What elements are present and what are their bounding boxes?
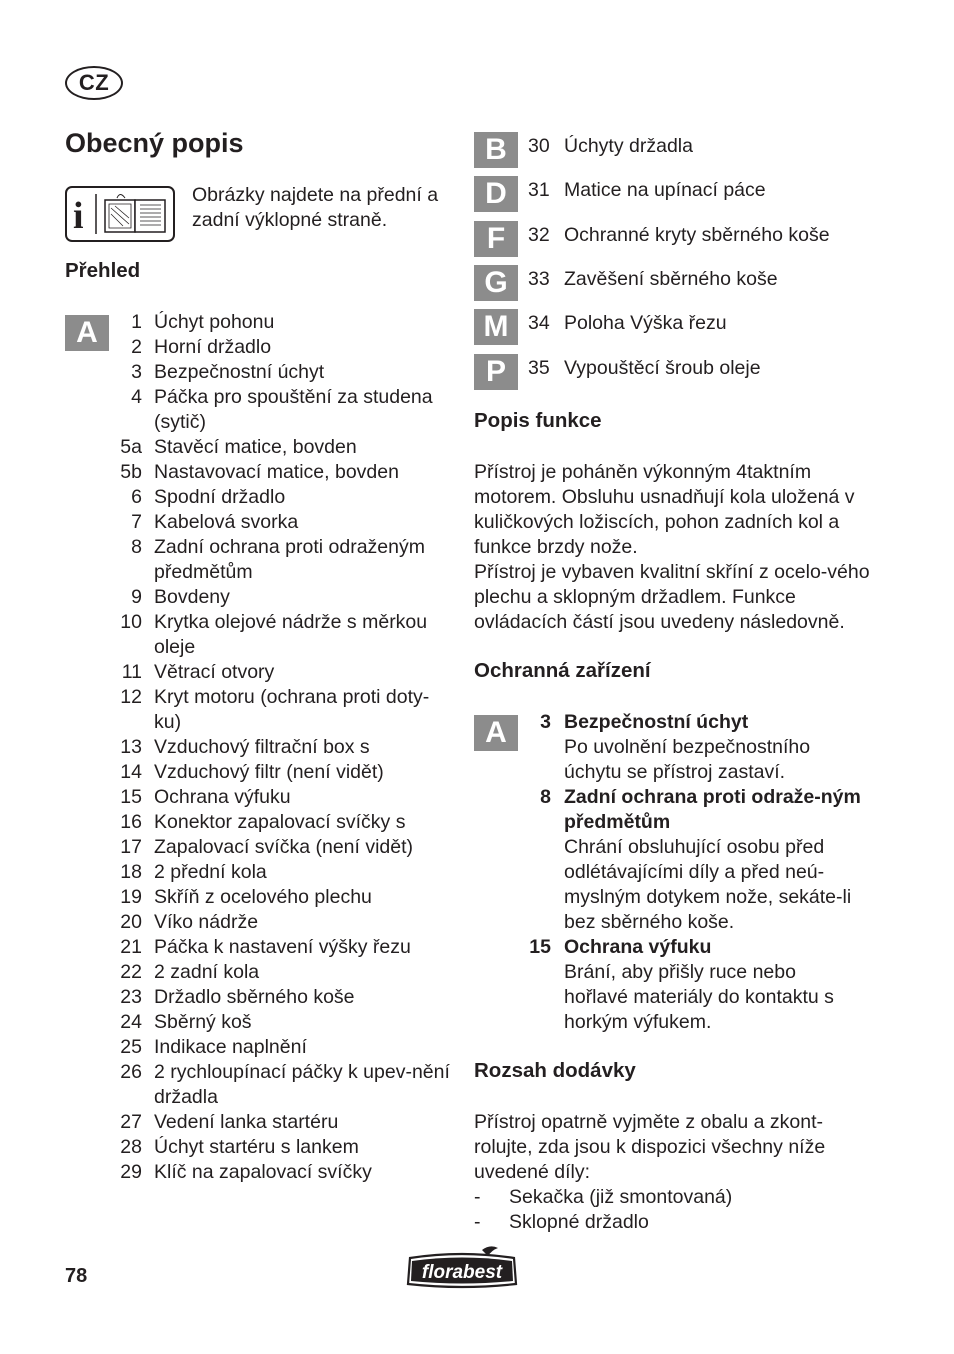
item-number: 23 [120,986,142,1008]
safety-item [516,935,866,1035]
item-text: Bovdeny [154,586,230,608]
item-text: Vedení lanka startéru [154,1111,339,1133]
item-number: 28 [120,1136,142,1158]
item-number: 29 [120,1161,142,1183]
safety-heading: Ochranná zařízení [474,659,651,682]
item-number: 8 [540,786,551,808]
page-title: Obecný popis [65,128,244,158]
item-text: Klíč na zapalovací svíčky [154,1161,372,1183]
item-text: Zadní ochrana proti odraženým předmětům [154,536,425,583]
overview-item [65,310,454,335]
figure-tag-b: B [474,132,518,168]
language-badge: CZ [65,66,123,100]
item-text: Horní držadlo [154,336,272,358]
item-number: 26 [120,1061,142,1083]
item-number: 14 [120,761,142,783]
item-number: 25 [120,1036,142,1058]
item-text: 2 přední kola [154,861,267,883]
safety-item-title: Bezpečnostní úchyt [564,711,749,733]
info-note: Obrázky najdete na přední a zadní výklopné straně. [192,184,439,231]
item-number: 11 [121,661,142,683]
item-text: 2 zadní kola [154,961,260,983]
item-number: 9 [131,586,142,608]
safety-item [516,785,866,935]
item-number: 12 [120,686,142,708]
safety-item-title: Zadní ochrana proti odraže-ným předmětům [564,786,861,833]
item-number: 17 [120,836,142,858]
item-number: 21 [120,936,142,958]
item-text: Indikace naplnění [154,1036,307,1058]
figure-tag-f: F [474,221,518,257]
overview-item [65,660,454,685]
overview-item [65,810,454,835]
item-text: Krytka olejové nádrže s měrkou oleje [154,611,428,658]
safety-item-text: Chrání obsluhující osobu před odlétávajícími díly a před neú-myslným dotykem nože, sekáte-li bez sběrného koše. [564,836,852,933]
item-number: 10 [120,611,142,633]
overview-item [65,585,454,610]
overview-item [65,435,454,460]
figure-tag-a-safety: A [474,715,518,751]
figure-item [528,134,884,159]
item-text: Ochrana výfuku [154,786,291,808]
overview-item [65,985,454,1010]
figure-item [528,178,884,203]
overview-item [65,485,454,510]
item-number: 3 [540,711,551,733]
item-number: 16 [120,811,142,833]
safety-item-text: Brání, aby přišly ruce nebo hořlavé materiály do kontaktu s horkým výfukem. [564,961,834,1033]
info-book-icon [67,188,173,240]
item-text: Úchyt pohonu [154,311,275,333]
item-number: 7 [131,511,142,533]
item-text: 2 rychloupínací páčky k upev-nění držadla [154,1061,450,1108]
figure-tag-d: D [474,176,518,212]
overview-item [65,1060,454,1110]
item-number: 33 [528,268,550,290]
item-number: 20 [120,911,142,933]
item-text: Zavěšení sběrného koše [564,268,778,290]
item-number: 19 [120,886,142,908]
item-text: Páčka pro spouštění za studena (sytič) [154,386,433,433]
item-text: Ochranné kryty sběrného koše [564,224,830,246]
figure-item [528,311,884,336]
item-number: 13 [120,736,142,758]
item-text: Úchyt startéru s lankem [154,1136,359,1158]
item-number: 32 [528,224,550,246]
item-text: Držadlo sběrného koše [154,986,355,1008]
overview-item [65,685,454,735]
safety-item-body [564,785,864,935]
item-number: 6 [131,486,142,508]
overview-item [65,1035,454,1060]
item-text: Kabelová svorka [154,511,299,533]
overview-item [65,760,454,785]
overview-item [65,835,454,860]
overview-item [65,335,454,360]
overview-item [65,960,454,985]
item-number: 22 [120,961,142,983]
overview-item [65,1110,454,1135]
item-text: Větrací otvory [154,661,275,683]
item-text: Vypouštěcí šroub oleje [564,357,761,379]
figure-tag-a: A [65,315,109,351]
dash-bullet: - [474,1211,481,1233]
item-number: 34 [528,312,550,334]
item-text: Zapalovací svíčka (není vidět) [154,836,414,858]
info-box [65,186,175,242]
item-text: Vzduchový filtr (není vidět) [154,761,384,783]
overview-item [65,885,454,910]
item-text: Poloha Výška řezu [564,312,727,334]
delivery-item [474,1185,874,1210]
item-number: 1 [131,311,142,333]
item-number: 27 [120,1111,142,1133]
item-number: 15 [529,936,551,958]
overview-item [65,610,454,660]
function-text-1: Přístroj je poháněn výkonným 4taktním motorem. Obsluhu usnadňují kola uložená v kuličkových ložiscích, pohon zadních kol a funkce brzdy nože. [474,461,855,558]
safety-item-text: Po uvolnění bezpečnostního úchytu se přístroj zastaví. [564,736,811,783]
figure-item [528,223,884,248]
delivery-item [474,1210,874,1235]
overview-item [65,460,454,485]
figure-item [528,267,884,292]
svg-text:florabest: florabest [421,1262,503,1283]
page-number: 78 [65,1265,88,1287]
item-number: 15 [120,786,142,808]
function-paragraph [474,460,874,635]
item-text: Spodní držadlo [154,486,286,508]
safety-item-title: Ochrana výfuku [564,936,712,958]
item-text: Vzduchový filtrační box s [154,736,370,758]
item-number: 4 [131,386,142,408]
item-text: Sběrný koš [154,1011,252,1033]
overview-item [65,860,454,885]
overview-heading: Přehled [65,259,141,282]
overview-item [65,510,454,535]
item-number: 5b [120,461,142,483]
dash-bullet: - [474,1186,481,1208]
overview-item [65,1135,454,1160]
item-number: 18 [120,861,142,883]
item-text: Páčka k nastavení výšky řezu [154,936,411,958]
figure-tag-p: P [474,354,518,390]
safety-item-body [564,710,864,785]
item-text: Nastavovací matice, bovden [154,461,399,483]
figure-tag-g: G [474,265,518,301]
delivery-intro: Přístroj opatrně vyjměte z obalu a zkont-rolujte, zda jsou k dispozici všechny níže uvedené díly: [474,1111,826,1183]
overview-item [65,935,454,960]
item-number: 35 [528,357,550,379]
delivery-heading: Rozsah dodávky [474,1059,636,1082]
item-text: Bezpečnostní úchyt [154,361,325,383]
item-number: 8 [131,536,142,558]
function-text-2: Přístroj je vybaven kvalitní skříní z ocelo-vého plechu a sklopným držadlem. Funkce ovládacích částí jsou uvedeny následovně. [474,561,870,633]
delivery-section [474,1110,874,1235]
item-number: 30 [528,135,550,157]
safety-item [516,710,866,785]
overview-item [65,385,454,435]
item-text: Sklopné držadlo [509,1211,649,1233]
overview-item [65,1010,454,1035]
overview-item [65,735,454,760]
delivery-list [474,1185,874,1235]
overview-item [65,535,454,585]
item-number: 24 [120,1011,142,1033]
svg-text:i: i [73,195,84,237]
item-number: 3 [131,361,142,383]
item-number: 31 [528,179,550,201]
item-text: Konektor zapalovací svíčky s [154,811,406,833]
overview-list [65,310,454,1185]
item-text: Stavěcí matice, bovden [154,436,357,458]
item-text: Úchyty držadla [564,135,693,157]
figure-tag-m: M [474,309,518,345]
item-text: Matice na upínací páce [564,179,766,201]
item-text: Víko nádrže [154,911,259,933]
safety-list [516,710,866,1035]
overview-item [65,910,454,935]
figure-item [528,356,884,381]
function-heading: Popis funkce [474,409,602,432]
safety-item-body [564,935,864,1035]
item-number: 2 [131,336,142,358]
item-number: 5a [120,436,142,458]
item-text: Kryt motoru (ochrana proti doty-ku) [154,686,430,733]
item-text: Skříň z ocelového plechu [154,886,372,908]
item-text: Sekačka (již smontovaná) [509,1186,733,1208]
florabest-logo [404,1244,520,1296]
overview-item [65,1160,454,1185]
overview-item [65,360,454,385]
overview-item [65,785,454,810]
